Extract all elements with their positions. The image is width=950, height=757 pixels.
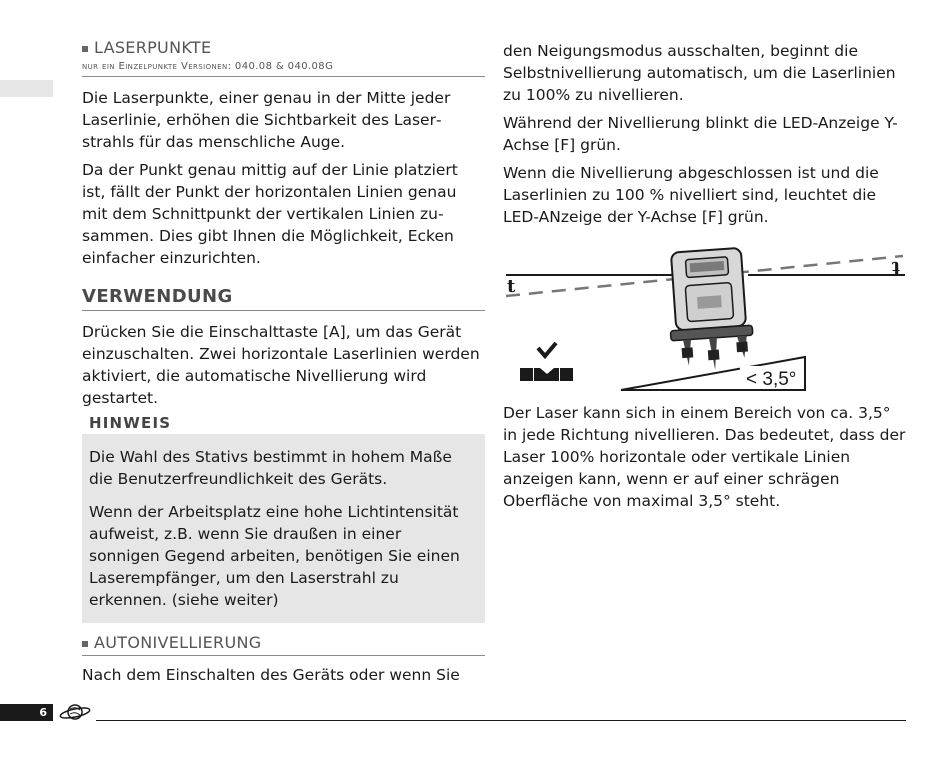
side-tab-marker: [0, 80, 53, 97]
right-paragraph-4: Der Laser kann sich in einem Bereich von ca. 3,5° in jede Richtung nivellieren. Das bedeutet, dass der Laser 100% horizontale oder vertikale Linien anzeigen kann, wenn er auf einer schrägen Oberfläche von maximal 3,5° steht.: [503, 404, 906, 510]
bullet-square-icon: [82, 641, 88, 647]
leveling-diagram-svg: [503, 240, 908, 398]
leveling-illustration: [503, 240, 908, 398]
left-end-marker: t: [507, 276, 516, 297]
hinweis-paragraph-2: Wenn der Arbeitsplatz eine hohe Lichtintensität aufweist, z.B. wenn Sie draußen in einer sonnigen Gegend arbeiten, benötigen Sie einen Laserempfänger, um den Laserstrahl zu erkennen. (siehe weiter): [89, 503, 460, 609]
page-number: 6: [0, 704, 53, 721]
laser-device-icon: [665, 247, 755, 372]
laserpunkte-title: LASERPUNKTE: [94, 38, 212, 57]
hinweis-note-box: [82, 434, 485, 623]
laserpunkte-subtitle: nur ein Einzelpunkte Versionen: 040.08 & 040.08G: [82, 61, 485, 77]
bullet-square-icon: [82, 46, 88, 52]
level-icon: [520, 368, 573, 381]
right-bottom-text: [503, 402, 908, 512]
angle-label: < 3,5°: [746, 369, 797, 390]
left-column: [82, 38, 485, 686]
laserpunkte-paragraph-2: Da der Punkt genau mittig auf der Linie platziert ist, fällt der Punkt der horizontalen Linien genau mit dem Schnittpunkt der vertikalen Linien zusammen. Dies gibt Ihnen die Möglichkeit, Ecken einfacher einzurichten.: [82, 161, 458, 267]
autonivellierung-title: AUTONIVELLIERUNG: [94, 633, 262, 652]
verwendung-paragraph: Drücken Sie die Einschalttaste [A], um das Gerät einzuschalten. Zwei horizontale Laserlinien werden aktiviert, die automatische Nivellierung wird gestartet.: [82, 323, 480, 407]
right-column: [503, 40, 908, 228]
footer-rule: [96, 720, 906, 721]
verwendung-heading: VERWENDUNG: [82, 286, 485, 311]
section-title-laserpunkte: [82, 38, 485, 57]
autonivellierung-paragraph: Nach dem Einschalten des Geräts oder wenn Sie: [82, 666, 460, 684]
laserpunkte-paragraph-1: Die Laserpunkte, einer genau in der Mitte jeder Laserlinie, erhöhen die Sichtbarkeit des Laserstrahls für das menschliche Auge.: [82, 89, 451, 151]
right-paragraph-1: den Neigungsmodus ausschalten, beginnt die Selbstnivellierung automatisch, um die Laserlinien zu 100% zu nivellieren.: [503, 42, 896, 104]
hinweis-title: HINWEIS: [89, 414, 172, 432]
check-icon: [538, 343, 556, 356]
right-paragraph-3: Wenn die Nivellierung abgeschlossen ist und die Laserlinien zu 100 % nivelliert sind, leuchtet die LED-ANzeige der Y-Achse [F] grün.: [503, 164, 879, 226]
section-title-autonivellierung: [82, 633, 485, 656]
right-end-marker: t: [891, 257, 900, 278]
planet-icon: [58, 700, 92, 724]
right-paragraph-2: Während der Nivellierung blinkt die LED-Anzeige Y-Achse [F] grün.: [503, 114, 898, 154]
hinweis-paragraph-1: Die Wahl des Stativs bestimmt in hohem Maße die Benutzerfreundlichkeit des Geräts.: [89, 448, 452, 488]
